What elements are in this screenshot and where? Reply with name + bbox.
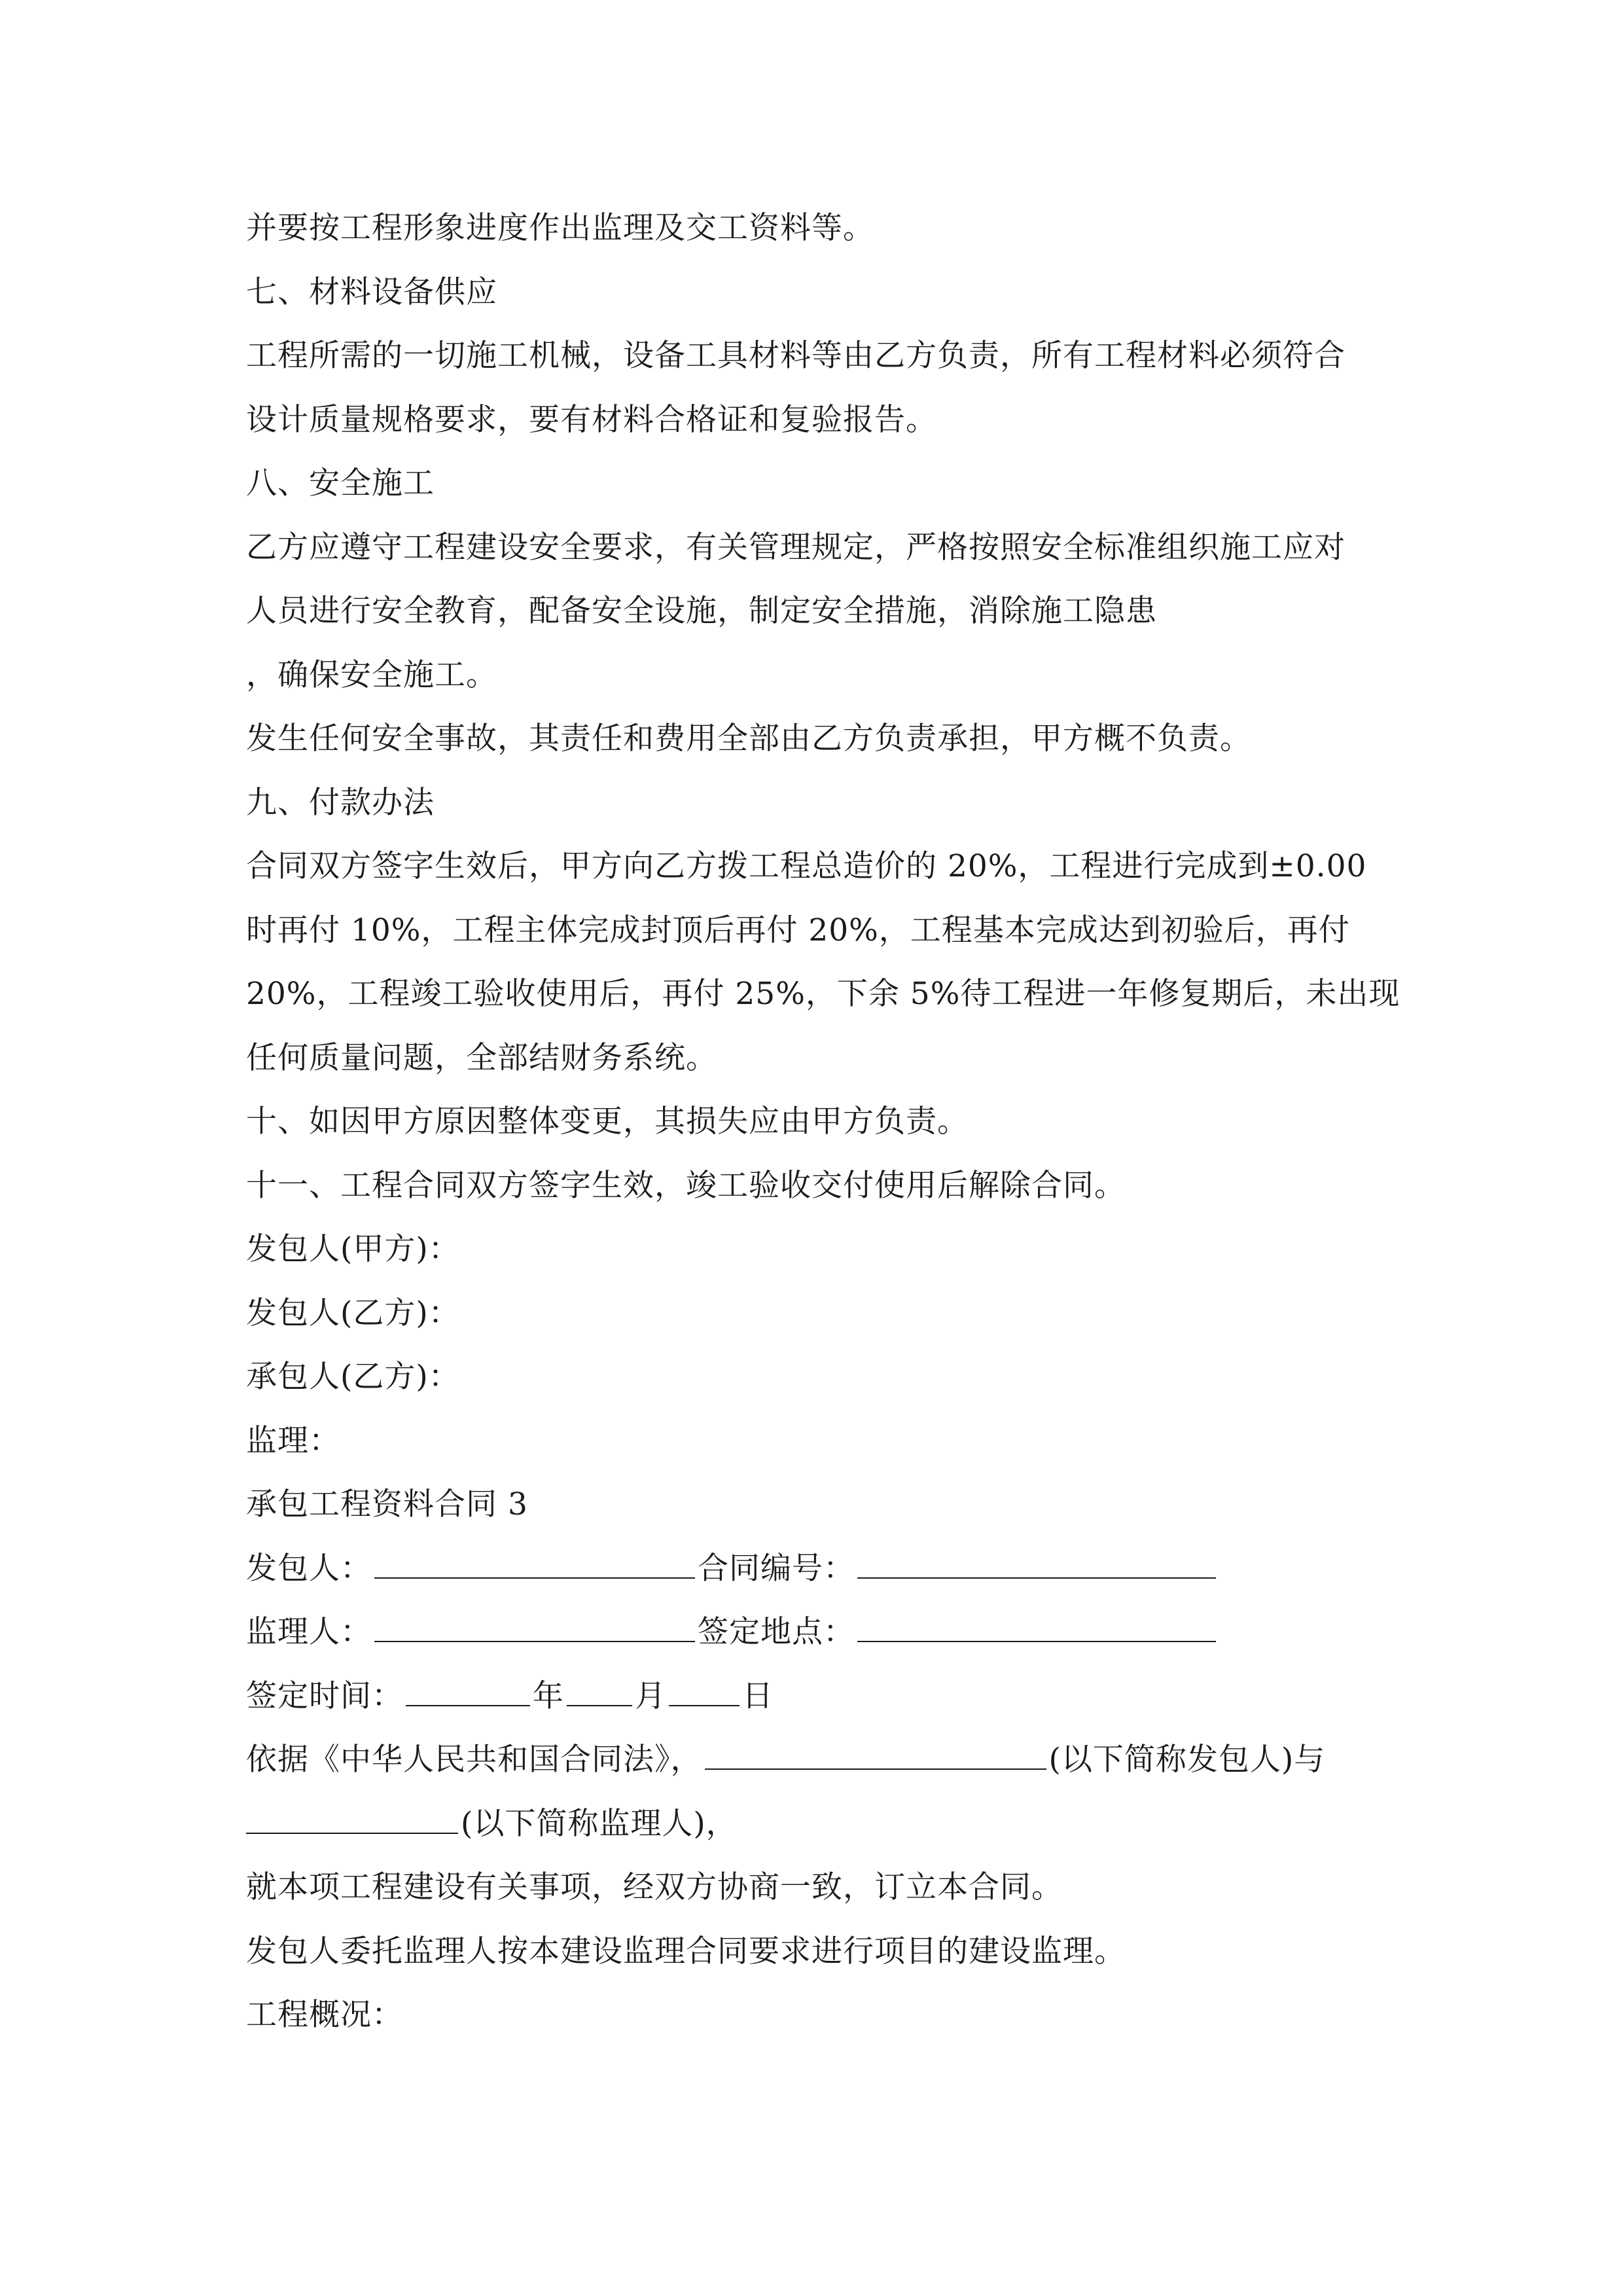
day-blank[interactable] [669, 1667, 740, 1706]
basis-employer-blank[interactable] [705, 1731, 1046, 1770]
sign-time-label: 签定时间： [246, 1677, 403, 1714]
form-row-employer [246, 1537, 1385, 1601]
sign-place-blank[interactable] [857, 1603, 1216, 1642]
form-row-supervisor [246, 1600, 1385, 1664]
basis-supervisor-suffix: (以下简称监理人)， [461, 1805, 738, 1842]
contract-no-label: 合同编号： [698, 1550, 855, 1587]
paragraph-line: 乙方应遵守工程建设安全要求，有关管理规定，严格按照安全标准组织施工应对 [246, 529, 1346, 565]
section-heading-overview: 工程概况： [246, 1997, 403, 2033]
contract-no-blank[interactable] [857, 1539, 1216, 1579]
section-heading-termination: 十一、工程合同双方签字生效，竣工验收交付使用后解除合同。 [246, 1167, 1126, 1204]
section-heading-materials: 七、材料设备供应 [246, 274, 497, 310]
month-label: 月 [635, 1677, 666, 1714]
day-label: 日 [742, 1677, 774, 1714]
paragraph-line: 任何质量问题，全部结财务系统。 [246, 1039, 717, 1076]
signature-employer-a: 发包人(甲方)： [246, 1231, 460, 1267]
paragraph-line: 发生任何安全事故，其责任和费用全部由乙方负责承担，甲方概不负责。 [246, 721, 1251, 757]
form-row-sign-time [246, 1664, 1385, 1729]
sign-place-label: 签定地点： [698, 1614, 855, 1650]
month-blank[interactable] [567, 1667, 632, 1706]
employer-label: 发包人： [246, 1550, 372, 1587]
paragraph-line: 设计质量规格要求，要有材料合格证和复验报告。 [246, 401, 937, 438]
section-heading-safety: 八、安全施工 [246, 465, 435, 501]
form-row-basis [246, 1728, 1385, 1792]
paragraph-line: ，确保安全施工。 [246, 656, 497, 693]
paragraph-line: 人员进行安全教育，配备安全设施，制定安全措施，消除施工隐患 [246, 593, 1157, 629]
supervisor-blank[interactable] [374, 1603, 695, 1642]
employer-blank[interactable] [374, 1539, 695, 1579]
paragraph-line: 工程所需的一切施工机械，设备工具材料等由乙方负责，所有工程材料必须符合 [246, 338, 1346, 374]
paragraph-line: 并要按工程形象进度作出监理及交工资料等。 [246, 210, 874, 246]
basis-prefix: 依据《中华人民共和国合同法》， [246, 1742, 702, 1778]
section-heading-payment: 九、付款办法 [246, 784, 435, 821]
signature-supervisor: 监理： [246, 1422, 340, 1459]
signature-employer-b: 发包人(乙方)： [246, 1295, 460, 1331]
paragraph-line: 时再付 10%，工程主体完成封顶后再付 20%，工程基本完成达到初验后，再付 [246, 912, 1350, 948]
signature-contractor-b: 承包人(乙方)： [246, 1359, 460, 1395]
supervisor-label: 监理人： [246, 1614, 372, 1650]
section-heading-change: 十、如因甲方原因整体变更，其损失应由甲方负责。 [246, 1103, 969, 1139]
year-label: 年 [533, 1677, 564, 1714]
form-row-basis-supervisor [246, 1792, 1385, 1856]
year-blank[interactable] [406, 1667, 530, 1706]
basis-supervisor-blank[interactable] [246, 1795, 458, 1834]
basis-employer-suffix: (以下简称发包人)与 [1048, 1742, 1326, 1778]
paragraph-line: 20%，工程竣工验收使用后，再付 25%，下余 5%待工程进一年修复期后，未出现 [246, 976, 1400, 1012]
paragraph-line: 就本项工程建设有关事项，经双方协商一致，订立本合同。 [246, 1869, 1063, 1905]
paragraph-line: 合同双方签字生效后，甲方向乙方拨工程总造价的 20%，工程进行完成到±0.00 [246, 848, 1367, 884]
document-body [246, 196, 1400, 2047]
contract-title: 承包工程资料合同 3 [246, 1486, 528, 1522]
paragraph-line: 发包人委托监理人按本建设监理合同要求进行项目的建设监理。 [246, 1933, 1126, 1969]
